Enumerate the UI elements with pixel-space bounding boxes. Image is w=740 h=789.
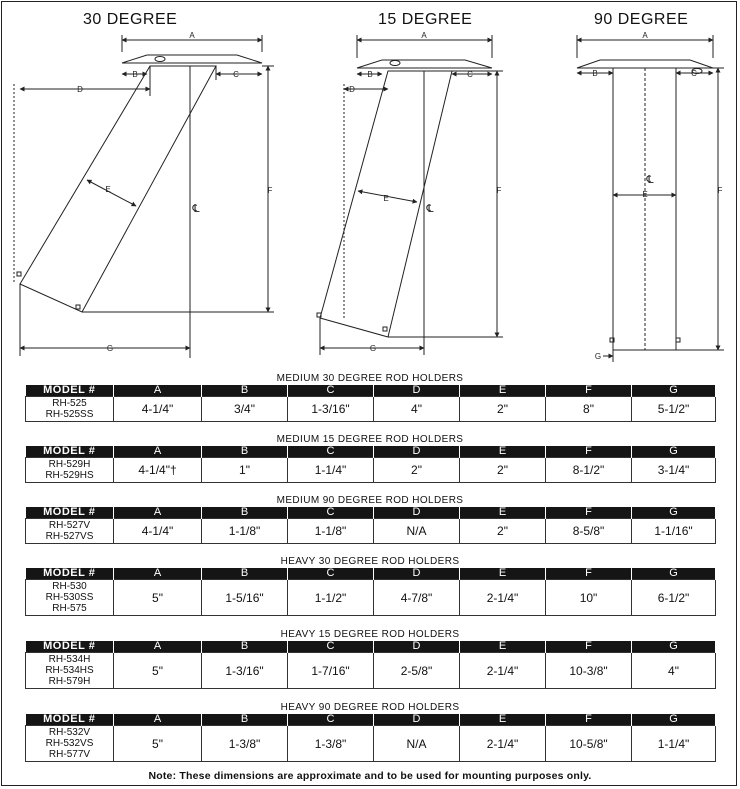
dimension-value-cell: 1-1/4" — [288, 458, 374, 483]
dimension-value-cell: 4" — [374, 397, 460, 422]
model-cell — [26, 726, 114, 762]
dimension-value-cell: 2-5/8" — [374, 653, 460, 689]
drawing-15-degree — [317, 35, 503, 355]
column-header: A — [114, 385, 202, 397]
dimension-value-cell: 2-1/4" — [460, 726, 546, 762]
centerline-symbol: ℄ — [426, 203, 434, 215]
model-cell — [26, 653, 114, 689]
dim-label-d: D — [349, 85, 355, 94]
dim-label-b: B — [592, 69, 598, 78]
dimension-value-cell: 1-3/16" — [288, 397, 374, 422]
column-header: E — [460, 385, 546, 397]
dim-label-f: F — [717, 186, 723, 195]
model-number: RH-527VS — [45, 531, 94, 542]
table-title: MEDIUM 15 DEGREE ROD HOLDERS — [276, 434, 464, 445]
model-number: RH-530 — [52, 581, 87, 592]
column-header: A — [114, 446, 202, 458]
column-header: B — [202, 714, 288, 726]
dimension-value-cell: 2" — [460, 519, 546, 544]
rod-holder-drawings — [0, 0, 740, 370]
column-header: G — [632, 641, 716, 653]
column-header: C — [288, 714, 374, 726]
spec-table — [25, 714, 716, 762]
column-header: E — [460, 714, 546, 726]
column-header: C — [288, 568, 374, 580]
column-header-model: MODEL # — [26, 714, 114, 726]
dimension-value-cell: 4-7/8" — [374, 580, 460, 616]
model-number: RH-532V — [48, 727, 91, 738]
column-header: D — [374, 568, 460, 580]
column-header: E — [460, 568, 546, 580]
spec-table — [25, 507, 716, 544]
table-row — [26, 726, 716, 762]
flange-90 — [577, 60, 713, 68]
dimension-value-cell: 4-1/4" — [114, 519, 202, 544]
column-header: A — [114, 568, 202, 580]
drawing-90-degree — [577, 35, 724, 362]
dim-label-e: E — [642, 190, 648, 199]
flange-15 — [357, 60, 492, 68]
dimension-value-cell: 2" — [374, 458, 460, 483]
table-row — [26, 519, 716, 544]
table-row — [26, 580, 716, 616]
header-row — [26, 641, 716, 653]
header-row — [26, 446, 716, 458]
column-header: A — [114, 641, 202, 653]
dimension-value-cell: 6-1/2" — [632, 580, 716, 616]
model-number: RH-529H — [48, 459, 91, 470]
model-number: RH-534HS — [45, 665, 94, 676]
spec-table — [25, 568, 716, 616]
column-header-model: MODEL # — [26, 446, 114, 458]
column-header: G — [632, 714, 716, 726]
labels-15-degree — [349, 31, 501, 353]
labels-90-degree — [592, 31, 722, 361]
diagram-title-15: 15 DEGREE — [378, 11, 473, 28]
spec-table — [25, 385, 716, 422]
model-cell — [26, 580, 114, 616]
column-header: A — [114, 507, 202, 519]
column-header: F — [546, 385, 632, 397]
column-header: F — [546, 446, 632, 458]
column-header: G — [632, 568, 716, 580]
column-header: D — [374, 714, 460, 726]
dimension-value-cell: 1-1/4" — [632, 726, 716, 762]
drawing-30-degree — [14, 35, 274, 358]
dim-label-b: B — [132, 70, 138, 79]
column-header: B — [202, 385, 288, 397]
table-title: MEDIUM 30 DEGREE ROD HOLDERS — [276, 373, 464, 384]
column-header: C — [288, 507, 374, 519]
dimension-value-cell: 1-1/8" — [202, 519, 288, 544]
spec-table-block — [25, 373, 715, 422]
model-number: RH-530SS — [45, 592, 94, 603]
column-header-model: MODEL # — [26, 507, 114, 519]
column-header: C — [288, 641, 374, 653]
dim-label-c: C — [233, 70, 239, 79]
model-number: RH-527V — [48, 520, 91, 531]
dimension-value-cell: 4-1/4" — [114, 397, 202, 422]
dimension-value-cell: 8-5/8" — [546, 519, 632, 544]
dimension-value-cell: 5" — [114, 653, 202, 689]
dim-label-b: B — [367, 70, 373, 79]
model-number: RH-577V — [48, 749, 91, 760]
dim-label-a: A — [642, 31, 648, 40]
column-header: A — [114, 714, 202, 726]
model-number: RH-532VS — [45, 738, 94, 749]
dimension-value-cell: 10-3/8" — [546, 653, 632, 689]
dim-label-e: E — [105, 185, 111, 194]
column-header: B — [202, 507, 288, 519]
dimension-value-cell: 3-1/4" — [632, 458, 716, 483]
column-header: G — [632, 446, 716, 458]
table-title: MEDIUM 90 DEGREE ROD HOLDERS — [276, 495, 464, 506]
dim-label-g: G — [594, 352, 602, 361]
dim-label-f: F — [267, 186, 273, 195]
column-header: F — [546, 641, 632, 653]
dimension-value-cell: 5" — [114, 580, 202, 616]
model-number: RH-575 — [52, 603, 87, 614]
dimension-value-cell: 8" — [546, 397, 632, 422]
column-header: B — [202, 641, 288, 653]
dimension-value-cell: 1" — [202, 458, 288, 483]
model-number: RH-525SS — [45, 409, 94, 420]
dimension-value-cell: 1-5/16" — [202, 580, 288, 616]
dimension-value-cell: 10-5/8" — [546, 726, 632, 762]
dimension-value-cell: 1-7/16" — [288, 653, 374, 689]
table-row — [26, 458, 716, 483]
header-row — [26, 507, 716, 519]
model-cell — [26, 458, 114, 483]
column-header: B — [202, 446, 288, 458]
model-cell — [26, 519, 114, 544]
table-title: HEAVY 30 DEGREE ROD HOLDERS — [280, 556, 460, 567]
model-cell — [26, 397, 114, 422]
dimension-value-cell: 1-1/16" — [632, 519, 716, 544]
diagram-title-30: 30 DEGREE — [83, 11, 178, 28]
column-header: G — [632, 507, 716, 519]
dimension-value-cell: N/A — [374, 726, 460, 762]
column-header: D — [374, 507, 460, 519]
dimension-value-cell: 2" — [460, 397, 546, 422]
column-header-model: MODEL # — [26, 385, 114, 397]
column-header-model: MODEL # — [26, 568, 114, 580]
spec-table — [25, 641, 716, 689]
column-header: D — [374, 385, 460, 397]
footnote: Note: These dimensions are approximate and to be used for mounting purposes only. — [148, 770, 592, 782]
dim-label-a: A — [189, 31, 195, 40]
dimension-value-cell: 2-1/4" — [460, 580, 546, 616]
dimension-value-cell: 4" — [632, 653, 716, 689]
column-header: C — [288, 385, 374, 397]
table-row — [26, 653, 716, 689]
diagram-title-90: 90 DEGREE — [594, 11, 689, 28]
labels-30-degree — [77, 31, 272, 353]
dimension-value-cell: 10" — [546, 580, 632, 616]
column-header: E — [460, 446, 546, 458]
dim-label-g: G — [369, 344, 377, 353]
dim-label-a: A — [421, 31, 427, 40]
model-number: RH-579H — [48, 676, 91, 687]
dimension-value-cell: 5" — [114, 726, 202, 762]
tube-30 — [20, 66, 216, 312]
table-title: HEAVY 15 DEGREE ROD HOLDERS — [280, 629, 460, 640]
spec-table-block — [25, 495, 715, 544]
dim-label-e: E — [383, 194, 389, 203]
column-header: F — [546, 507, 632, 519]
dim-label-c: C — [691, 69, 697, 78]
dimension-value-cell: 8-1/2" — [546, 458, 632, 483]
dimension-value-cell: N/A — [374, 519, 460, 544]
dimension-value-cell: 1-1/2" — [288, 580, 374, 616]
dim-label-d: D — [77, 85, 83, 94]
dimension-value-cell: 1-3/8" — [288, 726, 374, 762]
dimension-value-cell: 2-1/4" — [460, 653, 546, 689]
dimension-value-cell: 1-1/8" — [288, 519, 374, 544]
column-header: D — [374, 446, 460, 458]
table-title: HEAVY 90 DEGREE ROD HOLDERS — [280, 702, 460, 713]
flange-30 — [122, 55, 262, 63]
dimension-value-cell: 3/4" — [202, 397, 288, 422]
centerline-symbol: ℄ — [192, 203, 200, 215]
dimension-value-cell: 2" — [460, 458, 546, 483]
dim-label-c: C — [467, 70, 473, 79]
spec-table-block — [25, 434, 715, 483]
column-header: F — [546, 568, 632, 580]
column-header-model: MODEL # — [26, 641, 114, 653]
table-row — [26, 397, 716, 422]
spec-table-block — [25, 702, 715, 762]
column-header: E — [460, 507, 546, 519]
centerline-symbol: ℄ — [646, 174, 654, 186]
header-row — [26, 714, 716, 726]
dimension-value-cell: 4-1/4"† — [114, 458, 202, 483]
column-header: E — [460, 641, 546, 653]
dim-label-f: F — [496, 186, 502, 195]
dimension-value-cell: 1-3/16" — [202, 653, 288, 689]
dim-label-g: G — [106, 344, 114, 353]
model-number: RH-525 — [52, 398, 87, 409]
column-header: D — [374, 641, 460, 653]
spec-table-block — [25, 629, 715, 689]
spec-table-block — [25, 556, 715, 616]
header-row — [26, 385, 716, 397]
column-header: C — [288, 446, 374, 458]
dimension-value-cell: 5-1/2" — [632, 397, 716, 422]
dimension-value-cell: 1-3/8" — [202, 726, 288, 762]
column-header: G — [632, 385, 716, 397]
model-number: RH-529HS — [45, 470, 94, 481]
column-header: F — [546, 714, 632, 726]
column-header: B — [202, 568, 288, 580]
header-row — [26, 568, 716, 580]
spec-table — [25, 446, 716, 483]
model-number: RH-534H — [48, 654, 91, 665]
